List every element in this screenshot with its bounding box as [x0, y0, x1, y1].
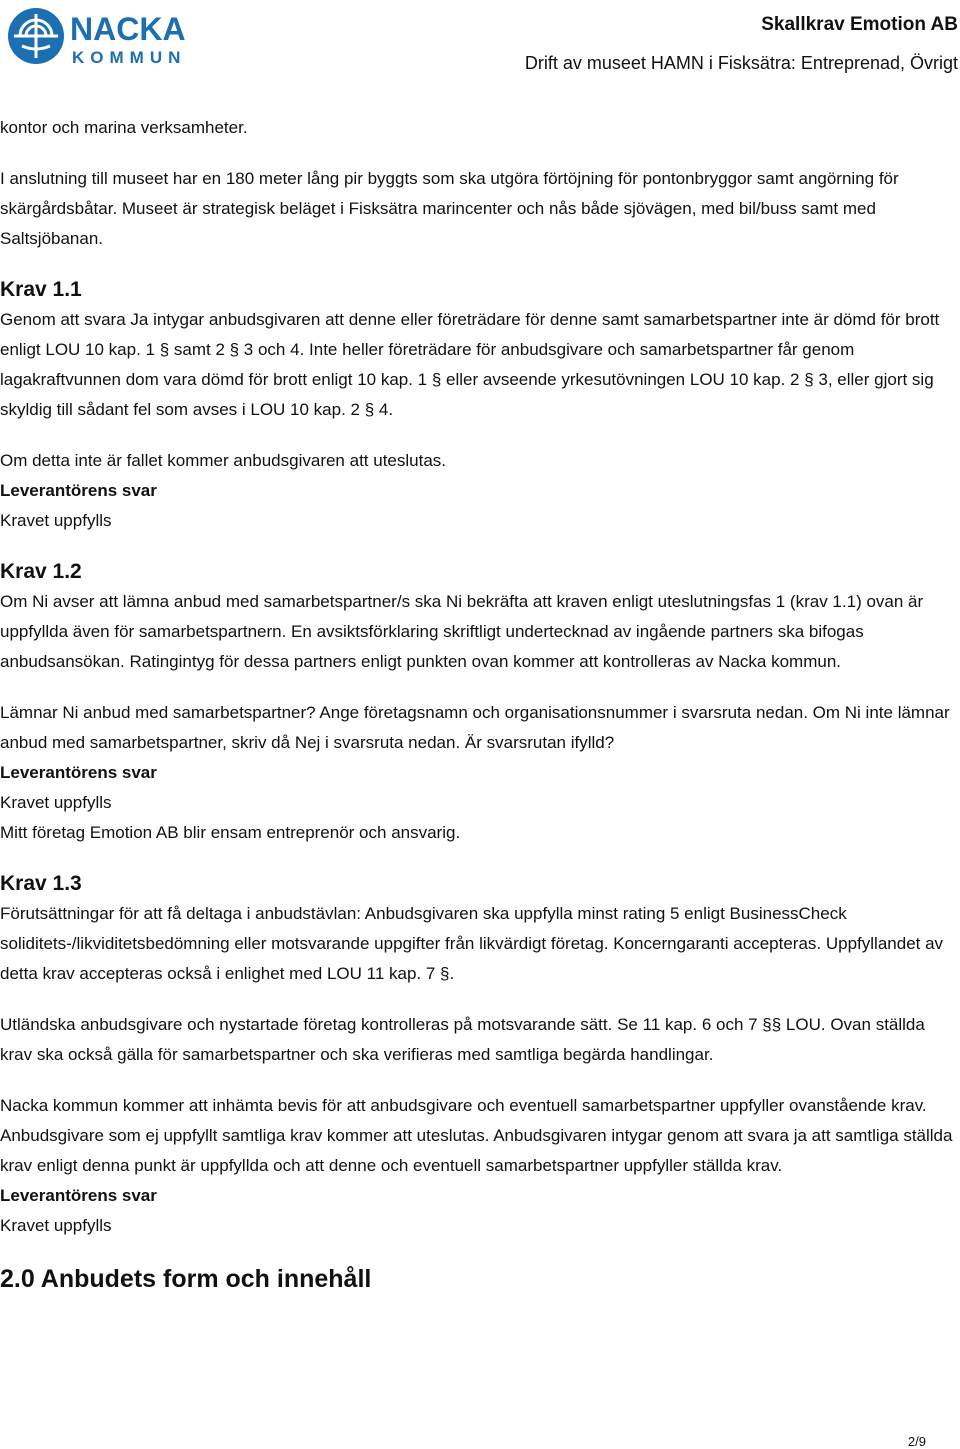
krav-1-3-text: Förutsättningar för att få deltaga i anbudstävlan: Anbudsgivaren ska uppfylla minst rating 5 enligt BusinessCheck soliditets-/likviditetsbedömning eller motsvarande uppgifter från likvärdigt företag. Koncerngaranti accepteras. Uppfyllandet av detta krav accepteras också i enlighet med LOU 11 kap. 7 §.	[0, 904, 944, 983]
krav-1-2-answer-text: Mitt företag Emotion AB blir ensam entreprenör och ansvarig.	[0, 823, 461, 842]
krav-1-1-answer: Kravet uppfylls	[0, 511, 112, 530]
krav-1-2-answer-label: Leverantörens svar	[0, 763, 157, 782]
logo-sub: KOMMUN	[72, 48, 187, 67]
krav-1-2-heading: Krav 1.2	[0, 560, 82, 583]
krav-1-1-heading: Krav 1.1	[0, 278, 82, 301]
page-header	[0, 0, 960, 90]
section-2-heading: 2.0 Anbudets form och innehåll	[0, 1265, 372, 1293]
krav-1-3-heading: Krav 1.3	[0, 872, 82, 895]
nacka-kommun-logo-icon	[6, 6, 206, 68]
page-number: 2/9	[907, 1434, 926, 1449]
document-subtitle: Drift av museet HAMN i Fisksätra: Entreprenad, Övrigt	[524, 53, 958, 73]
krav-1-3-answer: Kravet uppfylls	[0, 1216, 112, 1235]
krav-1-2-text-2: Lämnar Ni anbud med samarbetspartner? Ange företagsnamn och organisationsnummer i svarsruta nedan. Om Ni inte lämnar anbud med samarbetspartner, skriv då Nej i svarsruta nedan. Är svarsrutan ifylld?	[0, 703, 950, 752]
krav-1-3-answer-label: Leverantörens svar	[0, 1186, 157, 1205]
logo-word: NACKA	[70, 11, 186, 47]
krav-1-1-text: Genom att svara Ja intygar anbudsgivaren att denne eller företrädare för denne samt samarbetspartner inte är dömd för brott enligt LOU 10 kap. 1 § samt 2 § 3 och 4. Inte heller företrädare för anbudsgivare och samarbetspartner får genom lagakraftvunnen dom vara dömd för brott enligt 10 kap. 1 § eller avseende yrkesutövningen LOU 10 kap. 2 § 3, eller gjort sig skyldig till sådant fel som avses i LOU 10 kap. 2 § 4.	[0, 310, 940, 419]
document-title: Skallkrav Emotion AB	[761, 14, 958, 35]
krav-1-1-text-2: Om detta inte är fallet kommer anbudsgivaren att uteslutas.	[0, 451, 447, 470]
krav-1-3-text-2: Utländska anbudsgivare och nystartade företag kontrolleras på motsvarande sätt. Se 11 kap. 6 och 7 §§ LOU. Ovan ställda krav ska också gälla för samarbetspartner och ska verifieras med samtliga begärda handlingar.	[0, 1015, 925, 1064]
krav-1-2-text: Om Ni avser att lämna anbud med samarbetspartner/s ska Ni bekräfta att kraven enligt uteslutningsfas 1 (krav 1.1) ovan är uppfyllda även för samarbetspartnern. En avsiktsförklaring skriftligt undertecknad av ingående partners ska bifogas anbudsansökan. Ratingintyg för dessa partners enligt punkten ovan kommer att kontrolleras av Nacka kommun.	[0, 592, 924, 671]
document-body	[0, 113, 958, 1296]
krav-1-3-text-3: Nacka kommun kommer att inhämta bevis för att anbudsgivare och eventuell samarbetspartner uppfyller ovanstående krav. Anbudsgivare som ej uppfyllt samtliga krav kommer att uteslutas. Anbudsgivaren intygar genom att svara ja att samtliga ställda krav enligt denna punkt är uppfyllda och att denne och eventuell samarbetspartner uppfyller ställda krav.	[0, 1096, 953, 1175]
paragraph-intro-2: I anslutning till museet har en 180 meter lång pir byggts som ska utgöra förtöjning för pontonbryggor samt angörning för skärgårdsbåtar. Museet är strategisk beläget i Fisksätra marincenter och nås både sjövägen, med bil/buss samt med Saltsjöbanan.	[0, 169, 899, 248]
paragraph-intro-1: kontor och marina verksamheter.	[0, 118, 248, 137]
krav-1-2-answer: Kravet uppfylls	[0, 793, 112, 812]
krav-1-1-answer-label: Leverantörens svar	[0, 481, 157, 500]
